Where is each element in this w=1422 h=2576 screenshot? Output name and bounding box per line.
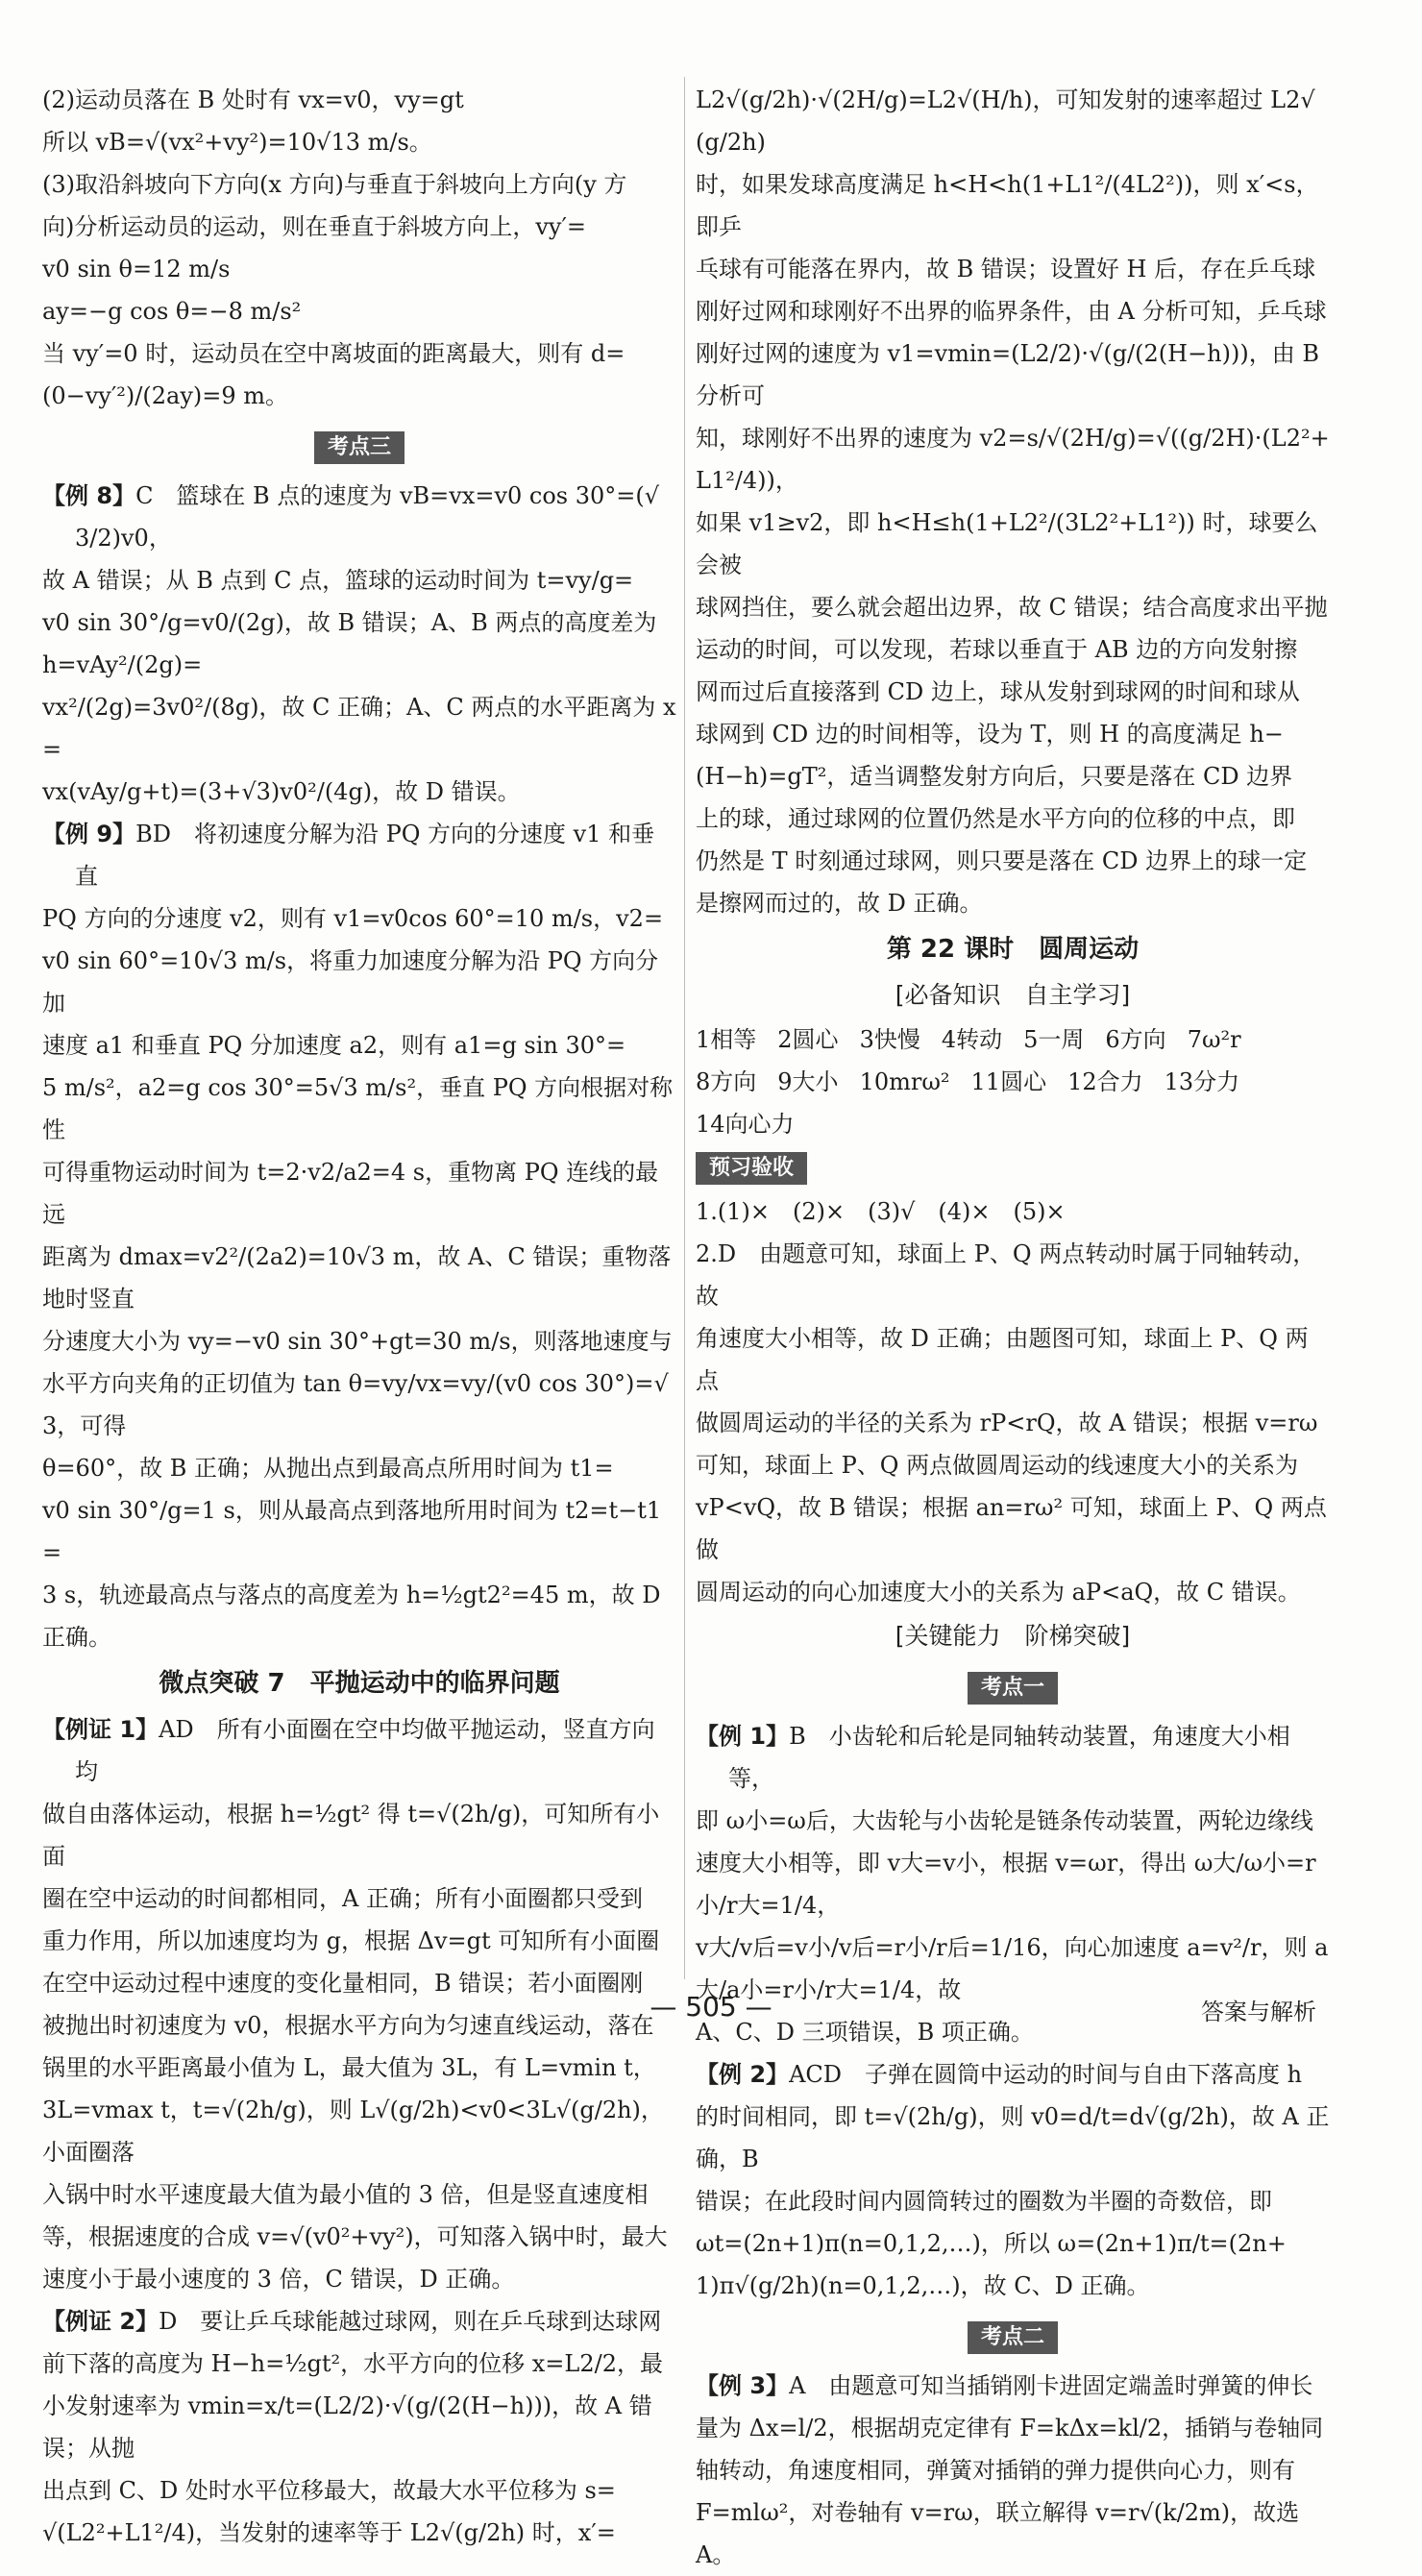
text-line: 网而过后直接落到 CD 边上，球从发射到球网的时间和球从: [696, 678, 1300, 705]
text-line: 量为 Δx=l/2，根据胡克定律有 F=kΔx=kl/2，插销与卷轴同: [696, 2415, 1324, 2441]
keyword-item: 12合力: [1067, 1068, 1143, 1095]
text-line: C 篮球在 B 点的速度为 vB=vx=v0 cos 30°=(√3/2)v0，: [75, 482, 660, 552]
text-line: 乓球有可能落在界内，故 B 错误；设置好 H 后，存在乒乓球: [696, 256, 1316, 282]
keyword-item: 11圆心: [970, 1068, 1047, 1095]
column-divider: [684, 77, 685, 1979]
text-line: v0 sin 60°=10√3 m/s，将重力加速度分解为沿 PQ 方向分加: [42, 947, 659, 1017]
text-line: BD 将初速度分解为沿 PQ 方向的分速度 v1 和垂直: [75, 821, 655, 890]
keyword-item: 13分力: [1164, 1068, 1240, 1095]
text-line: vx²/(2g)=3v0²/(8g)，故 C 正确；A、C 两点的水平距离为 x=: [42, 694, 676, 763]
text-line: 等，根据速度的合成 v=√(v0²+vy²)，可知落入锅中时，最大: [42, 2223, 668, 2250]
keyword-item: 3快慢: [859, 1026, 920, 1053]
text-line: 故 A 错误；从 B 点到 C 点，篮球的运动时间为 t=vy/g=: [42, 567, 634, 594]
text-line: v0 sin 30°/g=1 s，则从最高点到落地所用时间为 t2=t−t1=: [42, 1497, 662, 1566]
text-line: ay=−g cos θ=−8 m/s²: [42, 298, 302, 325]
example-label: 【例证 1】: [42, 1716, 159, 1743]
text-line: 时，如果发球高度满足 h<H<h(1+L1²/(4L2²))，则 x′<s，即乒: [696, 171, 1319, 240]
example-1-line: [696, 1715, 1330, 1800]
text-line: 分速度大小为 vy=−v0 sin 30°+gt=30 m/s，则落地速度与: [42, 1328, 673, 1355]
text-line: 刚好过网和球刚好不出界的临界条件，由 A 分析可知，乒乓球: [696, 298, 1327, 325]
text-line: 轴转动，角速度相同，弹簧对插销的弹力提供向心力，则有: [696, 2457, 1295, 2484]
section-title: 微点突破 7 平抛运动中的临界问题: [159, 1669, 560, 1698]
text-line: ACD 子弹在圆筒中运动的时间与自由下落高度 h: [789, 2061, 1303, 2088]
text-line: θ=60°，故 B 正确；从抛出点到最高点所用时间为 t1=: [42, 1455, 614, 1482]
keyword-item: 14向心力: [696, 1111, 795, 1138]
text-line: (3)取沿斜坡向下方向(x 方向)与垂直于斜坡向上方向(y 方: [42, 171, 627, 198]
text-line: 如果 v1≥v2，即 h<H≤h(1+L2²/(3L2²+L1²)) 时，球要么会被: [696, 509, 1318, 578]
text-line: 锅里的水平距离最小值为 L，最大值为 3L，有 L=vmin t，: [42, 2054, 656, 2081]
text-line: 重力作用，所以加速度均为 g，根据 Δv=gt 可知所有小面圈: [42, 1927, 660, 1954]
text-line: 水平方向夹角的正切值为 tan θ=vy/vx=vy/(v0 cos 30°)=√3，可得: [42, 1370, 669, 1439]
text-line: A 由题意可知当插销刚卡进固定端盖时弹簧的伸长: [789, 2372, 1313, 2399]
text-line: 被抛出时初速度为 v0，根据水平方向为匀速直线运动，落在: [42, 2012, 654, 2039]
text-line: A、C、D 三项错误，B 项正确。: [696, 2019, 1034, 2046]
text-line: 1.(1)× (2)× (3)√ (4)× (5)×: [696, 1198, 1066, 1225]
example-3-line: [696, 2365, 1330, 2407]
text-line: 当 vy′=0 时，运动员在空中离坡面的距离最大，则有 d=: [42, 340, 625, 367]
text-line: (0−vy′²)/(2ay)=9 m。: [42, 382, 289, 409]
keyword-item: 7ω²r: [1187, 1026, 1241, 1053]
lesson-title: 第 22 课时 圆周运动: [886, 935, 1140, 964]
keyword-item: 1相等: [696, 1026, 757, 1053]
text-line: 即 ω小=ω后，大齿轮与小齿轮是链条传动装置，两轮边缘线: [696, 1807, 1313, 1834]
text-line: 距离为 dmax=v2²/(2a2)=10√3 m，故 A、C 错误；重物落地时竖直: [42, 1243, 672, 1313]
text-line: (H−h)=gT²，适当调整发射方向后，只要是落在 CD 边界: [696, 763, 1293, 790]
text-line: B 小齿轮和后轮是同轴转动装置，角速度大小相等，: [728, 1723, 1290, 1792]
text-line: 在空中运动过程中速度的变化量相同，B 错误；若小面圈刚: [42, 1970, 644, 1997]
topic-tag-container: [42, 425, 676, 467]
text-line: PQ 方向的分速度 v2，则有 v1=v0cos 60°=10 m/s，v2=: [42, 905, 664, 932]
text-line: 2.D 由题意可知，球面上 P、Q 两点转动时属于同轴转动，故: [696, 1240, 1316, 1310]
text-line: 3 s，轨迹最高点与落点的高度差为 h=½gt2²=45 m，故 D: [42, 1582, 661, 1608]
text-line: 刚好过网的速度为 v1=vmin=(L2/2)·√(g/(2(H−h)))，由 B 分析可: [696, 340, 1327, 409]
text-line: D 要让乒乓球能越过球网，则在乒乓球到达球网: [159, 2308, 662, 2335]
text-line: AD 所有小面圈在空中均做平抛运动，竖直方向均: [75, 1716, 655, 1785]
example-label: 【例 3】: [696, 2372, 790, 2399]
text-line: 入锅中时水平速度最大值为最小值的 3 倍，但是竖直速度相: [42, 2181, 649, 2208]
text-line: 做自由落体运动，根据 h=½gt² 得 t=√(2h/g)，可知所有小面: [42, 1801, 660, 1870]
text-line: L2√(g/2h)·√(2H/g)=L2√(H/h)，可知发射的速率超过 L2√(g/2h): [696, 86, 1315, 156]
text-line: 前下落的高度为 H−h=½gt²，水平方向的位移 x=L2/2，最: [42, 2350, 663, 2377]
text-line: 角速度大小相等，故 D 正确；由题图可知，球面上 P、Q 两点: [696, 1325, 1309, 1394]
text-line: 圆周运动的向心加速度大小的关系为 aP<aQ，故 C 错误。: [696, 1579, 1301, 1606]
preview-tag: 预习验收: [696, 1152, 807, 1185]
text-line: √(L2²+L1²/4)，当发射的速率等于 L2√(g/2h) 时，x′=: [42, 2519, 616, 2546]
example-proof-1-line: [42, 1708, 676, 1793]
keyword-item: 5一周: [1023, 1026, 1085, 1053]
text-line: 仍然是 T 时刻通过球网，则只要是落在 CD 边界上的球一定: [696, 847, 1308, 874]
text-line: 运动的时间，可以发现，若球以垂直于 AB 边的方向发射擦: [696, 636, 1298, 663]
section-title: [关键能力 阶梯突破]: [895, 1622, 1131, 1650]
example-label: 【例 9】: [42, 821, 136, 847]
text-line: (2)运动员落在 B 处时有 vx=v0，vy=gt: [42, 86, 464, 113]
text-line: 错误；在此段时间内圆筒转过的圈数为半圈的奇数倍，即: [696, 2188, 1272, 2215]
example-label: 【例证 2】: [42, 2308, 159, 2335]
text-line: 所以 vB=√(vx²+vy²)=10√13 m/s。: [42, 129, 432, 156]
text-line: 可知，球面上 P、Q 两点做圆周运动的线速度大小的关系为: [696, 1452, 1299, 1479]
section-name: 答案与解析: [1201, 1999, 1316, 2025]
text-line: v0 sin 30°/g=v0/(2g)，故 B 错误；A、B 两点的高度差为 h=vAy²/(2g)=: [42, 609, 665, 678]
topic-tag-1: 考点一: [968, 1672, 1058, 1705]
example-label: 【例 1】: [696, 1723, 790, 1750]
keyword-item: 10mrω²: [859, 1068, 950, 1095]
text-line: 出点到 C、D 处时水平位移最大，故最大水平位移为 s=: [42, 2477, 616, 2504]
right-column: [696, 79, 1330, 2576]
text-line: F=mlω²，对卷轴有 v=rω，联立解得 v=r√(k/2m)，故选 A。: [696, 2499, 1307, 2568]
keyword-item: 4转动: [941, 1026, 1003, 1053]
text-line: 做圆周运动的半径的关系为 rP<rQ，故 A 错误；根据 v=rω: [696, 1410, 1318, 1436]
text-line: 上的球，通过球网的位置仍然是水平方向的位移的中点，即: [696, 805, 1295, 832]
keyword-item: 6方向: [1105, 1026, 1166, 1053]
text-line: 5 m/s²，a2=g cos 30°=5√3 m/s²，垂直 PQ 方向根据对称性: [42, 1074, 674, 1143]
text-line: 正确。: [42, 1624, 111, 1651]
page-footer: [0, 1991, 1422, 2029]
text-line: 速度大小相等，即 v大=v小，根据 v=ωr，得出 ω大/ω小=r小/r大=1/4，: [696, 1850, 1316, 1919]
text-line: 是擦网而过的，故 D 正确。: [696, 890, 983, 917]
text-line: vx(vAy/g+t)=(3+√3)v0²/(4g)，故 D 错误。: [42, 778, 521, 805]
left-column: [42, 79, 676, 2554]
example-label: 【例 8】: [42, 482, 136, 509]
example-label: 【例 2】: [696, 2061, 790, 2088]
text-line: 小发射速率为 vmin=x/t=(L2/2)·√(g/(2(H−h)))，故 A 错误；从抛: [42, 2392, 652, 2462]
page-number: — 505 —: [650, 1991, 772, 2023]
example-proof-2-line: [42, 2300, 676, 2343]
text-line: 知，球刚好不出界的速度为 v2=s/√(2H/g)=√((g/2H)·(L2²+L1²/4))，: [696, 425, 1330, 494]
text-line: 圈在空中运动的时间都相同，A 正确；所有小面圈都只受到: [42, 1885, 643, 1912]
text-line: 的时间相同，即 t=√(2h/g)，则 v0=d/t=d√(g/2h)，故 A 正确，B: [696, 2103, 1330, 2172]
text-line: 速度 a1 和垂直 PQ 分加速度 a2，则有 a1=g sin 30°=: [42, 1032, 626, 1059]
example-9-line: [42, 813, 676, 897]
topic-tag-2: 考点二: [968, 2321, 1058, 2354]
text-line: ωt=(2n+1)π(n=0,1,2,…)，所以 ω=(2n+1)π/t=(2n+: [696, 2230, 1287, 2257]
section-title: [必备知识 自主学习]: [895, 981, 1131, 1009]
text-line: 1)π√(g/2h)(n=0,1,2,…)，故 C、D 正确。: [696, 2272, 1150, 2299]
text-line: v0 sin θ=12 m/s: [42, 256, 231, 282]
keyword-item: 9大小: [777, 1068, 839, 1095]
text-line: 向)分析运动员的运动，则在垂直于斜坡方向上，vy′=: [42, 213, 587, 240]
topic-tag-container: [696, 1665, 1330, 1707]
keyword-list: [696, 1018, 1330, 1145]
topic-tag-3: 考点三: [314, 431, 405, 464]
topic-tag-container: [696, 2315, 1330, 2357]
text-line: 速度小于最小速度的 3 倍，C 错误，D 正确。: [42, 2266, 515, 2293]
text-line: 可得重物运动时间为 t=2·v2/a2=4 s，重物离 PQ 连线的最远: [42, 1159, 659, 1228]
text-line: vP<vQ，故 B 错误；根据 an=rω² 可知，球面上 P、Q 两点做: [696, 1494, 1327, 1563]
example-2-line: [696, 2053, 1330, 2096]
keyword-item: 2圆心: [777, 1026, 839, 1053]
example-8-line: [42, 475, 676, 559]
text-line: 3L=vmax t，t=√(2h/g)，则 L√(g/2h)<v0<3L√(g/2h)，小面圈落: [42, 2097, 664, 2166]
text-line: 球网挡住，要么就会超出边界，故 C 错误；结合高度求出平抛: [696, 594, 1328, 621]
text-line: 球网到 CD 边的时间相等，设为 T，则 H 的高度满足 h−: [696, 721, 1284, 748]
text-line: v大/v后=v小/v后=r小/r后=1/16，向心加速度 a=v²/r，则 a大/a小=r小/r大=1/4，故: [696, 1934, 1329, 2003]
keyword-item: 8方向: [696, 1068, 757, 1095]
